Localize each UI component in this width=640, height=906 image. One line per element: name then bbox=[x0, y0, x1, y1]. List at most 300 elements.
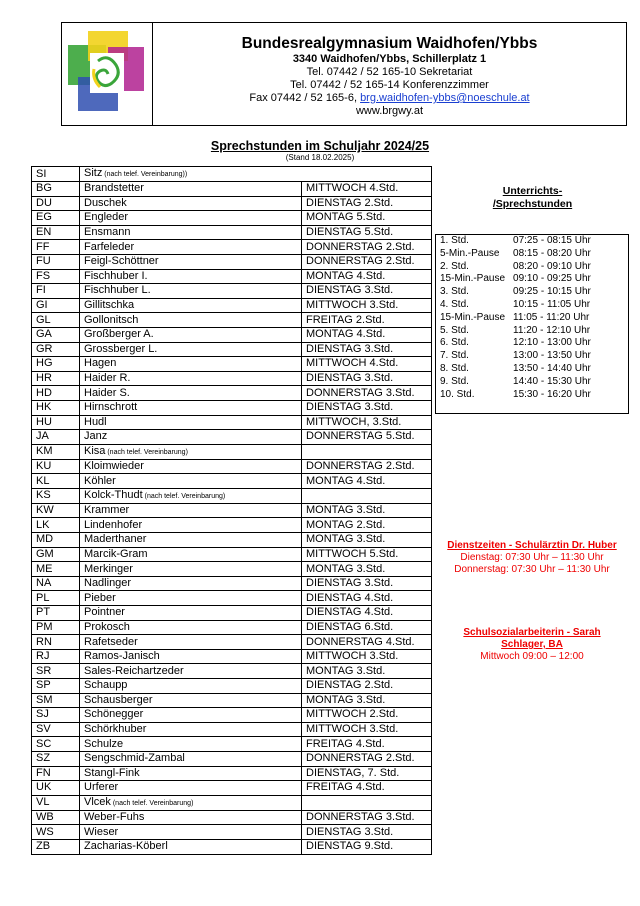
teacher-name: Lindenhofer bbox=[84, 518, 143, 531]
lesson-range: 09:10 - 09:25 Uhr bbox=[513, 273, 591, 285]
teacher-name-cell bbox=[80, 562, 302, 577]
teacher-name: Schönegger bbox=[84, 708, 144, 721]
office-hour: DIENSTAG 6.Std. bbox=[302, 620, 432, 635]
email-link[interactable]: brg.waidhofen-ybbs@noeschule.at bbox=[360, 92, 530, 104]
school-header bbox=[61, 22, 627, 126]
table-row bbox=[32, 327, 432, 342]
teacher-name: Haider R. bbox=[84, 372, 131, 385]
teacher-name-cell bbox=[80, 415, 302, 430]
table-row bbox=[32, 751, 432, 766]
table-row bbox=[32, 240, 432, 255]
doctor-hours-title: Dienstzeiten - Schulärztin Dr. Huber bbox=[447, 540, 617, 551]
lesson-time-row bbox=[436, 363, 629, 376]
teacher-name-cell bbox=[80, 620, 302, 635]
teacher-name-cell bbox=[80, 533, 302, 548]
teacher-name-cell bbox=[80, 225, 302, 240]
teacher-code: NA bbox=[32, 576, 80, 591]
office-hour: DONNERSTAG 4.Std. bbox=[302, 635, 432, 650]
teacher-name: Krammer bbox=[84, 504, 130, 517]
teacher-code: ZB bbox=[32, 839, 80, 854]
teacher-code: PT bbox=[32, 606, 80, 621]
teacher-code: HR bbox=[32, 371, 80, 386]
phone-staffroom: Tel. 07442 / 52 165-14 Konferenzzimmer bbox=[290, 79, 489, 91]
schedule-heading-line2: /Sprechstunden bbox=[492, 198, 573, 210]
teacher-name: Brandstetter bbox=[84, 182, 144, 195]
table-row bbox=[32, 649, 432, 664]
table-row bbox=[32, 533, 432, 548]
table-row bbox=[32, 313, 432, 328]
teacher-name-cell bbox=[80, 737, 302, 752]
table-row bbox=[32, 196, 432, 211]
teacher-code: GR bbox=[32, 342, 80, 357]
teacher-code: SP bbox=[32, 679, 80, 694]
teacher-code: EG bbox=[32, 211, 80, 226]
lesson-time-spacer bbox=[436, 401, 629, 414]
teacher-code: WB bbox=[32, 810, 80, 825]
table-row bbox=[32, 474, 432, 489]
teacher-name-cell bbox=[80, 327, 302, 342]
teacher-name: Engleder bbox=[84, 211, 129, 224]
lesson-range: 12:10 - 13:00 Uhr bbox=[513, 337, 591, 349]
office-hour: MONTAG 3.Std. bbox=[302, 664, 432, 679]
teacher-code: GM bbox=[32, 547, 80, 562]
lesson-range: 07:25 - 08:15 Uhr bbox=[513, 235, 591, 246]
lesson-label: 15-Min.-Pause bbox=[440, 311, 506, 323]
teacher-code: UK bbox=[32, 781, 80, 796]
teacher-code: WS bbox=[32, 825, 80, 840]
teacher-code: HK bbox=[32, 400, 80, 415]
teacher-name: Pointner bbox=[84, 606, 125, 619]
teacher-code: SI bbox=[32, 167, 80, 182]
teacher-name-cell bbox=[80, 313, 302, 328]
lesson-range: 10:15 - 11:05 Uhr bbox=[513, 298, 591, 310]
table-row bbox=[32, 357, 432, 372]
teacher-name: Nadlinger bbox=[84, 577, 132, 590]
table-row bbox=[32, 722, 432, 737]
doctor-hours-note bbox=[434, 540, 630, 576]
teacher-name: Hudl bbox=[84, 415, 107, 428]
teacher-name: Ramos-Janisch bbox=[84, 650, 160, 663]
office-hour bbox=[302, 488, 432, 503]
office-hour: DONNERSTAG 2.Std. bbox=[302, 240, 432, 255]
teacher-name: Ensmann bbox=[84, 226, 131, 239]
lesson-label: 1. Std. bbox=[440, 235, 469, 246]
lesson-time-row bbox=[436, 273, 629, 286]
table-row bbox=[32, 664, 432, 679]
table-row bbox=[32, 298, 432, 313]
table-row bbox=[32, 415, 432, 430]
school-logo-icon bbox=[68, 27, 146, 119]
teacher-name: Vlcek bbox=[84, 795, 111, 808]
office-hour: DONNERSTAG 3.Std. bbox=[302, 810, 432, 825]
table-row bbox=[32, 562, 432, 577]
lesson-range: 14:40 - 15:30 Uhr bbox=[513, 375, 591, 387]
teacher-code: SJ bbox=[32, 708, 80, 723]
office-hour: MONTAG 3.Std. bbox=[302, 562, 432, 577]
teacher-name: Fischhuber L. bbox=[84, 284, 151, 297]
lesson-label: 5-Min.-Pause bbox=[440, 247, 500, 259]
teacher-name: Sengschmid-Zambal bbox=[84, 752, 185, 765]
teacher-name: Grossberger L. bbox=[84, 342, 158, 355]
table-row bbox=[32, 371, 432, 386]
teacher-code: SM bbox=[32, 693, 80, 708]
office-hour: DIENSTAG 3.Std. bbox=[302, 284, 432, 299]
teacher-name: Hirnschrott bbox=[84, 401, 138, 414]
teacher-name: Köhler bbox=[84, 474, 116, 487]
teacher-name: Schaupp bbox=[84, 679, 128, 692]
teacher-code: KW bbox=[32, 503, 80, 518]
office-hour: DONNERSTAG 3.Std. bbox=[302, 386, 432, 401]
office-hour: MONTAG 4.Std. bbox=[302, 269, 432, 284]
teacher-name: Urferer bbox=[84, 781, 119, 794]
teacher-code: KM bbox=[32, 444, 80, 459]
lesson-times-table bbox=[435, 234, 629, 414]
table-row bbox=[32, 254, 432, 269]
lesson-time-row bbox=[436, 235, 629, 248]
teacher-name-cell bbox=[80, 459, 302, 474]
lesson-time-row bbox=[436, 248, 629, 261]
office-hour: DIENSTAG 3.Std. bbox=[302, 371, 432, 386]
lesson-label: 4. Std. bbox=[440, 298, 469, 310]
teacher-name-cell bbox=[80, 240, 302, 255]
appointment-note: (nach telef. Vereinbarung) bbox=[110, 799, 194, 807]
office-hour: DIENSTAG 2.Std. bbox=[302, 196, 432, 211]
social-worker-title-1: Schulsozialarbeiterin - Sarah bbox=[463, 627, 601, 638]
teacher-name: Feigl-Schöttner bbox=[84, 255, 159, 268]
lesson-range: 09:25 - 10:15 Uhr bbox=[513, 286, 591, 298]
appointment-note: (nach telef. Vereinbarung) bbox=[105, 448, 188, 456]
table-row bbox=[32, 503, 432, 518]
teacher-name-cell bbox=[80, 167, 432, 182]
teacher-name-cell bbox=[80, 430, 302, 445]
teacher-name-cell bbox=[80, 664, 302, 679]
teacher-name: Wieser bbox=[84, 825, 119, 838]
teacher-code: MD bbox=[32, 533, 80, 548]
office-hour: MONTAG 2.Std. bbox=[302, 518, 432, 533]
teacher-name-cell bbox=[80, 635, 302, 650]
fax-number: Fax 07442 / 52 165-6, bbox=[249, 92, 361, 104]
spacer-cell bbox=[436, 401, 629, 414]
teacher-code: SR bbox=[32, 664, 80, 679]
teacher-name-cell bbox=[80, 298, 302, 313]
lesson-label: 2. Std. bbox=[440, 260, 469, 272]
teacher-code: LK bbox=[32, 518, 80, 533]
office-hour: MITTWOCH 3.Std. bbox=[302, 649, 432, 664]
office-hour: MITTWOCH, 3.Std. bbox=[302, 415, 432, 430]
office-hour: FREITAG 4.Std. bbox=[302, 781, 432, 796]
teacher-code: FI bbox=[32, 284, 80, 299]
teacher-code: ME bbox=[32, 562, 80, 577]
table-row bbox=[32, 182, 432, 197]
office-hour: DONNERSTAG 5.Std. bbox=[302, 430, 432, 445]
table-row bbox=[32, 591, 432, 606]
office-hour: MONTAG 3.Std. bbox=[302, 503, 432, 518]
teacher-name-cell bbox=[80, 679, 302, 694]
office-hour: MITTWOCH 3.Std. bbox=[302, 722, 432, 737]
table-row bbox=[32, 620, 432, 635]
table-row bbox=[32, 167, 432, 182]
teacher-code: RJ bbox=[32, 649, 80, 664]
lesson-range: 08:20 - 09:10 Uhr bbox=[513, 260, 591, 272]
office-hour: DONNERSTAG 2.Std. bbox=[302, 751, 432, 766]
teacher-code: FU bbox=[32, 254, 80, 269]
social-worker-note bbox=[434, 627, 630, 663]
table-row bbox=[32, 211, 432, 226]
teacher-name: Stangl-Fink bbox=[84, 766, 140, 779]
teacher-name: Farfeleder bbox=[84, 240, 135, 253]
office-hour: MONTAG 5.Std. bbox=[302, 211, 432, 226]
teacher-name-cell bbox=[80, 722, 302, 737]
teacher-name-cell bbox=[80, 196, 302, 211]
teacher-code: KU bbox=[32, 459, 80, 474]
lesson-range: 13:00 - 13:50 Uhr bbox=[513, 350, 591, 362]
teacher-code: RN bbox=[32, 635, 80, 650]
teacher-name: Merkinger bbox=[84, 562, 133, 575]
teacher-name-cell bbox=[80, 211, 302, 226]
office-hours-table bbox=[31, 166, 432, 855]
teacher-code: KL bbox=[32, 474, 80, 489]
teacher-name: Kloimwieder bbox=[84, 459, 144, 472]
table-row bbox=[32, 576, 432, 591]
table-row bbox=[32, 488, 432, 503]
teacher-name-cell bbox=[80, 547, 302, 562]
office-hour: MONTAG 4.Std. bbox=[302, 327, 432, 342]
social-worker-title-2: Schlager, BA bbox=[501, 639, 563, 650]
schedule-heading bbox=[440, 185, 625, 211]
lesson-label: 3. Std. bbox=[440, 286, 469, 298]
teacher-code: GI bbox=[32, 298, 80, 313]
office-hour: DONNERSTAG 2.Std. bbox=[302, 459, 432, 474]
office-hour: MITTWOCH 3.Std. bbox=[302, 298, 432, 313]
table-row bbox=[32, 269, 432, 284]
doctor-hours-thursday: Donnerstag: 07:30 Uhr – 11:30 Uhr bbox=[454, 564, 610, 575]
stand-date: (Stand 18.02.2025) bbox=[285, 153, 355, 162]
teacher-name: Rafetseder bbox=[84, 635, 138, 648]
school-address: 3340 Waidhofen/Ybbs, Schillerplatz 1 bbox=[292, 53, 487, 65]
table-row bbox=[32, 400, 432, 415]
teacher-code: HU bbox=[32, 415, 80, 430]
teacher-name-cell bbox=[80, 576, 302, 591]
office-hour: MITTWOCH 4.Std. bbox=[302, 182, 432, 197]
teacher-code: EN bbox=[32, 225, 80, 240]
table-row bbox=[32, 606, 432, 621]
teacher-name: Janz bbox=[84, 430, 108, 443]
teacher-name: Schulze bbox=[84, 737, 124, 750]
lesson-label: 10. Std. bbox=[440, 388, 475, 400]
teacher-name-cell bbox=[80, 386, 302, 401]
teacher-code: BG bbox=[32, 182, 80, 197]
table-row bbox=[32, 284, 432, 299]
teacher-name: Prokosch bbox=[84, 620, 130, 633]
table-row bbox=[32, 825, 432, 840]
lesson-time-row bbox=[436, 389, 629, 402]
table-row bbox=[32, 781, 432, 796]
teacher-name-cell bbox=[80, 839, 302, 854]
teacher-name: Schausberger bbox=[84, 693, 153, 706]
teacher-name-cell bbox=[80, 503, 302, 518]
lesson-label: 7. Std. bbox=[440, 350, 469, 362]
teacher-name: Schörkhuber bbox=[84, 723, 147, 736]
table-row bbox=[32, 839, 432, 854]
lesson-time-row bbox=[436, 350, 629, 363]
teacher-name: Sitz bbox=[84, 167, 103, 179]
office-hour: MONTAG 3.Std. bbox=[302, 533, 432, 548]
office-hour: DIENSTAG 4.Std. bbox=[302, 606, 432, 621]
teacher-name: Gollonitsch bbox=[84, 313, 139, 326]
teacher-name: Hagen bbox=[84, 357, 117, 370]
lesson-label: 6. Std. bbox=[440, 337, 469, 349]
teacher-name-cell bbox=[80, 474, 302, 489]
teacher-name: Pieber bbox=[84, 591, 116, 604]
lesson-range: 11:05 - 11:20 Uhr bbox=[513, 311, 590, 323]
teacher-name-cell bbox=[80, 400, 302, 415]
teacher-code: KS bbox=[32, 488, 80, 503]
table-row bbox=[32, 679, 432, 694]
teacher-name-cell bbox=[80, 649, 302, 664]
appointment-note: (nach telef. Vereinbarung)) bbox=[102, 171, 188, 178]
office-hour: DIENSTAG 3.Std. bbox=[302, 400, 432, 415]
school-logo bbox=[62, 23, 153, 125]
lesson-time-row bbox=[436, 299, 629, 312]
teacher-code: JA bbox=[32, 430, 80, 445]
table-row bbox=[32, 444, 432, 459]
teacher-name: Kolck-Thudt bbox=[84, 488, 143, 501]
office-hour: DIENSTAG 9.Std. bbox=[302, 839, 432, 854]
lesson-label: 15-Min.-Pause bbox=[440, 273, 506, 285]
fax-email-line bbox=[153, 92, 626, 105]
lesson-label: 5. Std. bbox=[440, 324, 469, 336]
teacher-name: Haider S. bbox=[84, 386, 130, 399]
table-row bbox=[32, 547, 432, 562]
table-row bbox=[32, 708, 432, 723]
teacher-name: Kisa bbox=[84, 444, 106, 457]
teacher-name-cell bbox=[80, 182, 302, 197]
teacher-name-cell bbox=[80, 795, 302, 810]
lesson-range: 13:50 - 14:40 Uhr bbox=[513, 362, 591, 374]
teacher-name-cell bbox=[80, 591, 302, 606]
table-row bbox=[32, 766, 432, 781]
doctor-hours-tuesday: Dienstag: 07:30 Uhr – 11:30 Uhr bbox=[460, 552, 604, 563]
lesson-range: 08:15 - 08:20 Uhr bbox=[513, 247, 591, 259]
lesson-time-row bbox=[436, 376, 629, 389]
teacher-code: HD bbox=[32, 386, 80, 401]
teacher-name: Marcik-Gram bbox=[84, 547, 148, 560]
lesson-label: 8. Std. bbox=[440, 362, 469, 374]
teacher-name-cell bbox=[80, 606, 302, 621]
lesson-time-row bbox=[436, 286, 629, 299]
office-hour: MONTAG 3.Std. bbox=[302, 693, 432, 708]
teacher-name: Weber-Fuhs bbox=[84, 811, 145, 824]
table-row bbox=[32, 635, 432, 650]
teacher-code: SZ bbox=[32, 751, 80, 766]
office-hour: DIENSTAG 3.Std. bbox=[302, 342, 432, 357]
teacher-code: PM bbox=[32, 620, 80, 635]
website: www.brgwy.at bbox=[355, 105, 424, 117]
office-hour: MITTWOCH 4.Std. bbox=[302, 357, 432, 372]
table-row bbox=[32, 693, 432, 708]
lesson-time-row bbox=[436, 312, 629, 325]
teacher-name-cell bbox=[80, 444, 302, 459]
teacher-code: HG bbox=[32, 357, 80, 372]
office-hour: DIENSTAG, 7. Std. bbox=[302, 766, 432, 781]
table-row bbox=[32, 386, 432, 401]
teacher-code: VL bbox=[32, 795, 80, 810]
office-hour: MITTWOCH 2.Std. bbox=[302, 708, 432, 723]
office-hour bbox=[302, 444, 432, 459]
teacher-code: GL bbox=[32, 313, 80, 328]
teacher-code: SV bbox=[32, 722, 80, 737]
teacher-code: SC bbox=[32, 737, 80, 752]
school-name: Bundesrealgymnasium Waidhofen/Ybbs bbox=[241, 35, 538, 52]
teacher-name-cell bbox=[80, 751, 302, 766]
appointment-note: (nach telef. Vereinbarung) bbox=[142, 492, 226, 500]
table-row bbox=[32, 737, 432, 752]
teacher-name: Großberger A. bbox=[84, 328, 154, 341]
teacher-name-cell bbox=[80, 371, 302, 386]
social-worker-hours: Mittwoch 09:00 – 12:00 bbox=[480, 651, 584, 662]
table-row bbox=[32, 810, 432, 825]
teacher-name: Zacharias-Köberl bbox=[84, 840, 168, 853]
teacher-name-cell bbox=[80, 766, 302, 781]
teacher-name-cell bbox=[80, 810, 302, 825]
office-hour: DONNERSTAG 2.Std. bbox=[302, 254, 432, 269]
lesson-time-row bbox=[436, 325, 629, 338]
teacher-name-cell bbox=[80, 284, 302, 299]
teacher-name-cell bbox=[80, 254, 302, 269]
teacher-code: FF bbox=[32, 240, 80, 255]
teacher-name-cell bbox=[80, 342, 302, 357]
teacher-name: Duschek bbox=[84, 196, 127, 209]
table-row bbox=[32, 795, 432, 810]
office-hour: DIENSTAG 4.Std. bbox=[302, 591, 432, 606]
teacher-name-cell bbox=[80, 357, 302, 372]
teacher-name-cell bbox=[80, 693, 302, 708]
teacher-name: Gillitschka bbox=[84, 299, 135, 312]
office-hour: MITTWOCH 5.Std. bbox=[302, 547, 432, 562]
office-hour: MONTAG 4.Std. bbox=[302, 474, 432, 489]
office-hour: DIENSTAG 2.Std. bbox=[302, 679, 432, 694]
office-hour: DIENSTAG 3.Std. bbox=[302, 576, 432, 591]
teacher-name: Fischhuber I. bbox=[84, 269, 148, 282]
teacher-name-cell bbox=[80, 518, 302, 533]
table-row bbox=[32, 430, 432, 445]
table-row bbox=[32, 225, 432, 240]
teacher-name-cell bbox=[80, 825, 302, 840]
teacher-name: Sales-Reichartzeder bbox=[84, 664, 184, 677]
teacher-code: DU bbox=[32, 196, 80, 211]
teacher-code: GA bbox=[32, 327, 80, 342]
teacher-code: FS bbox=[32, 269, 80, 284]
office-hour: DIENSTAG 5.Std. bbox=[302, 225, 432, 240]
page-title: Sprechstunden im Schuljahr 2024/25 bbox=[210, 139, 430, 153]
teacher-name-cell bbox=[80, 488, 302, 503]
office-hour bbox=[302, 795, 432, 810]
lesson-time-row bbox=[436, 261, 629, 274]
office-hour: FREITAG 4.Std. bbox=[302, 737, 432, 752]
office-hour: FREITAG 2.Std. bbox=[302, 313, 432, 328]
teacher-name-cell bbox=[80, 708, 302, 723]
teacher-code: FN bbox=[32, 766, 80, 781]
lesson-label: 9. Std. bbox=[440, 375, 469, 387]
teacher-code: PL bbox=[32, 591, 80, 606]
table-row bbox=[32, 459, 432, 474]
table-row bbox=[32, 342, 432, 357]
lesson-range: 15:30 - 16:20 Uhr bbox=[513, 388, 591, 400]
teacher-name-cell bbox=[80, 269, 302, 284]
table-row bbox=[32, 518, 432, 533]
office-hour: DIENSTAG 3.Std. bbox=[302, 825, 432, 840]
teacher-name-cell bbox=[80, 781, 302, 796]
